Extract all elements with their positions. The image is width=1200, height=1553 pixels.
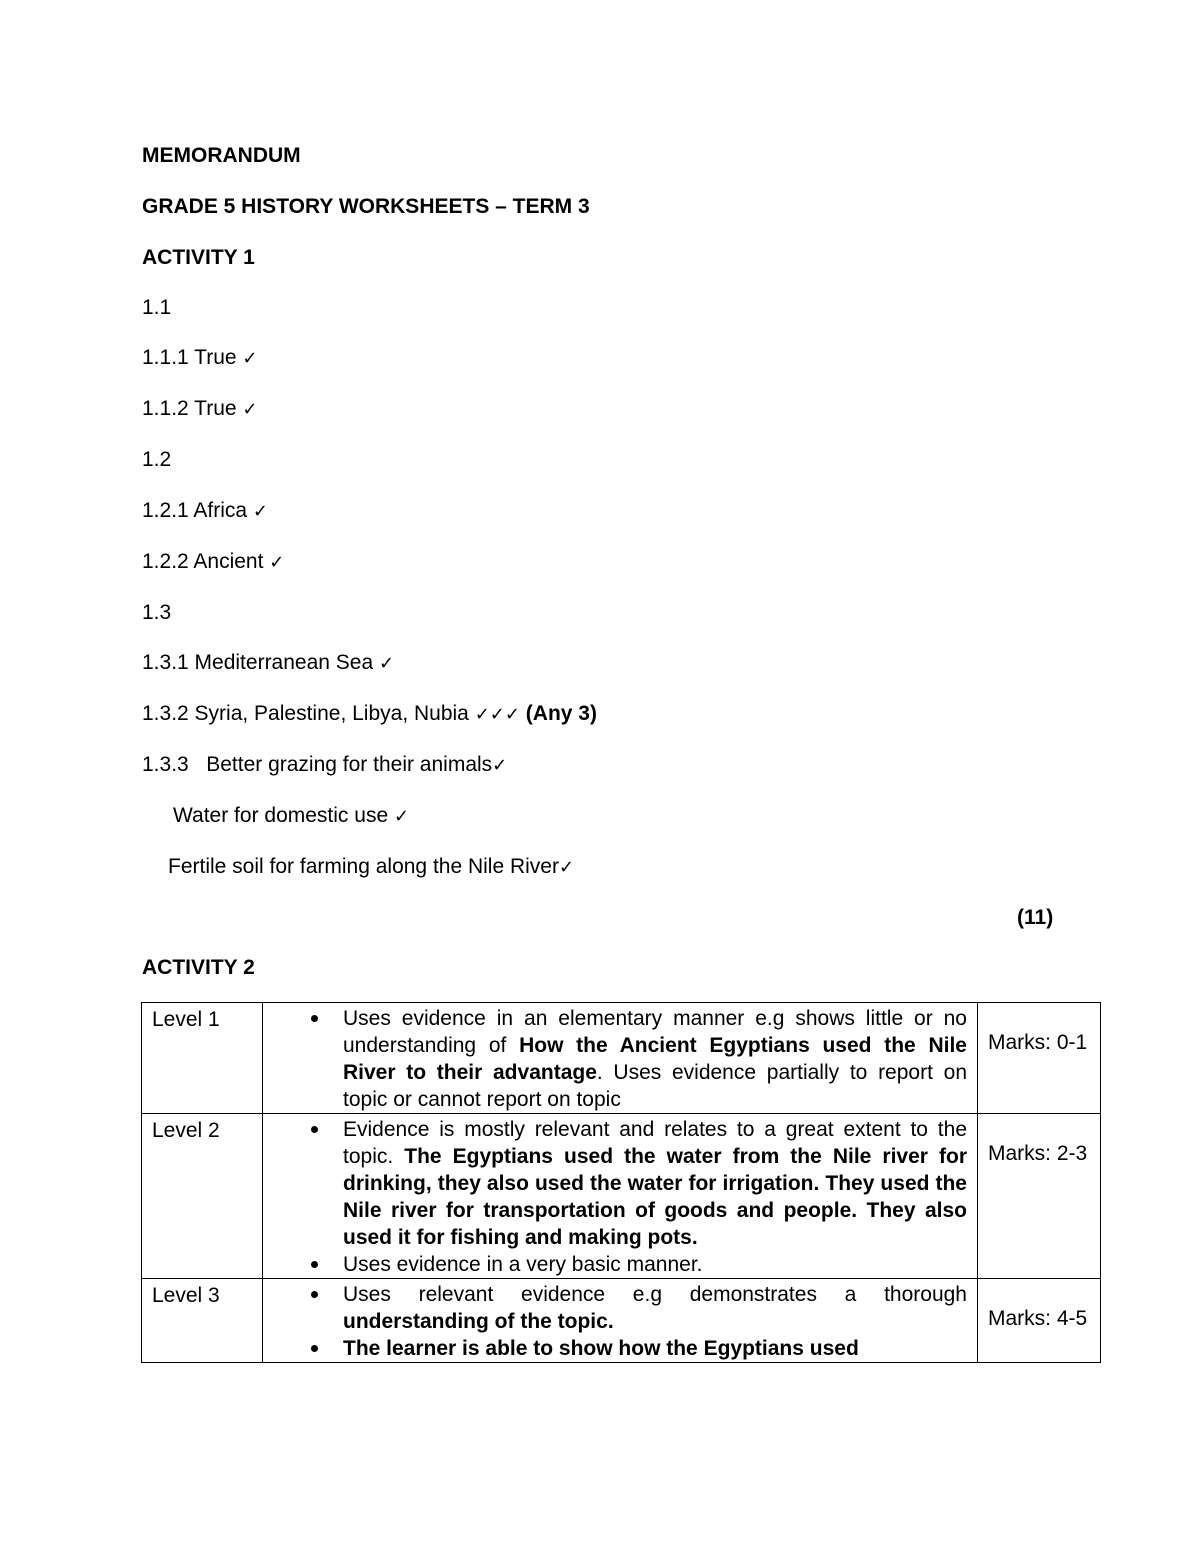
- answer-1-1-2: [142, 396, 258, 423]
- question-1-2: 1.2: [142, 448, 172, 471]
- answer-text: 1.2.1 Africa: [142, 499, 253, 522]
- answer-1-3-1: [142, 650, 394, 677]
- answer-text: Fertile soil for farming along the Nile River: [168, 855, 559, 878]
- criteria-list: [273, 1005, 967, 1113]
- answer-text: 1.1.2 True: [142, 397, 243, 420]
- answer-text: Water for domestic use: [173, 804, 394, 827]
- criteria-text: . Uses evidence partially to report on topic or cannot report on topic: [343, 1061, 967, 1111]
- activity1-heading: ACTIVITY 1: [142, 246, 255, 269]
- marks-cell: Marks: 0-1: [978, 1003, 1101, 1114]
- answer-1-1-1: [142, 345, 258, 372]
- question-1-1: 1.1: [142, 296, 172, 319]
- criteria-text: Uses evidence in an elementary manner e.g shows little or no understanding of: [343, 1007, 967, 1057]
- check-icon: ✓: [242, 399, 258, 420]
- table-row: [142, 1003, 1101, 1114]
- list-item: [343, 1335, 967, 1362]
- description-cell: [263, 1279, 978, 1363]
- criteria-text: Uses relevant evidence e.g demonstrates a thorough: [343, 1283, 967, 1306]
- page-title: GRADE 5 HISTORY WORKSHEETS – TERM 3: [142, 195, 590, 218]
- table-row: [142, 1114, 1101, 1279]
- check-icon: ✓: [558, 857, 575, 878]
- answer-text: 1.3.2 Syria, Palestine, Libya, Nubia: [142, 702, 475, 725]
- table-row: [142, 1279, 1101, 1363]
- criteria-emphasis: How the Ancient Egyptians used the Nile River to their advantage: [343, 1034, 967, 1084]
- criteria-list: [273, 1281, 967, 1362]
- level-cell: Level 3: [142, 1279, 263, 1363]
- answer-text: 1.3.3 Better grazing for their animals: [142, 753, 493, 776]
- activity1-total: (11): [1017, 906, 1054, 929]
- rubric-table: [141, 1002, 1101, 1363]
- check-icon: ✓: [393, 806, 410, 827]
- list-item: [343, 1116, 967, 1251]
- level-cell: Level 2: [142, 1114, 263, 1279]
- check-icon: ✓✓✓: [474, 704, 520, 725]
- list-item: [343, 1251, 967, 1278]
- answer-text: 1.1.1 True: [142, 346, 243, 369]
- criteria-emphasis: The Egyptians used the water from the Nile river for drinking, they also used the water for irrigation. They used the Nile river for transportation of goods and people. They also used it for fishing and making pots.: [343, 1145, 967, 1249]
- check-icon: ✓: [492, 755, 508, 776]
- answer-1-3-2: [142, 701, 597, 728]
- answer-1-3-3-b: [173, 803, 409, 830]
- criteria-emphasis: understanding of the topic.: [343, 1310, 614, 1333]
- list-item: [343, 1005, 967, 1113]
- answer-1-3-3-c: [168, 854, 574, 881]
- check-icon: ✓: [269, 552, 285, 573]
- answer-text: 1.3.1 Mediterranean Sea: [142, 651, 379, 674]
- activity2-heading: ACTIVITY 2: [142, 956, 255, 979]
- memo-heading: MEMORANDUM: [142, 144, 301, 167]
- description-cell: [263, 1114, 978, 1279]
- criteria-text: Uses evidence in a very basic manner.: [343, 1253, 703, 1276]
- marks-cell: Marks: 4-5: [978, 1279, 1101, 1363]
- answer-1-2-2: [142, 549, 284, 576]
- criteria-text: The learner is able to show how the Egyptians used: [343, 1337, 859, 1360]
- answer-text: 1.2.2 Ancient: [142, 550, 270, 573]
- list-item: [343, 1281, 967, 1335]
- description-cell: [263, 1003, 978, 1114]
- level-cell: Level 1: [142, 1003, 263, 1114]
- check-icon: ✓: [242, 348, 258, 369]
- criteria-list: [273, 1116, 967, 1278]
- question-1-3: 1.3: [142, 601, 172, 624]
- check-icon: ✓: [252, 501, 268, 522]
- answer-1-2-1: [142, 498, 268, 525]
- criteria-text: Evidence is mostly relevant and relates to a great extent to the topic.: [343, 1118, 967, 1168]
- any-3-note: (Any 3): [525, 702, 597, 725]
- answer-1-3-3: [142, 752, 507, 779]
- marks-cell: Marks: 2-3: [978, 1114, 1101, 1279]
- check-icon: ✓: [379, 653, 395, 674]
